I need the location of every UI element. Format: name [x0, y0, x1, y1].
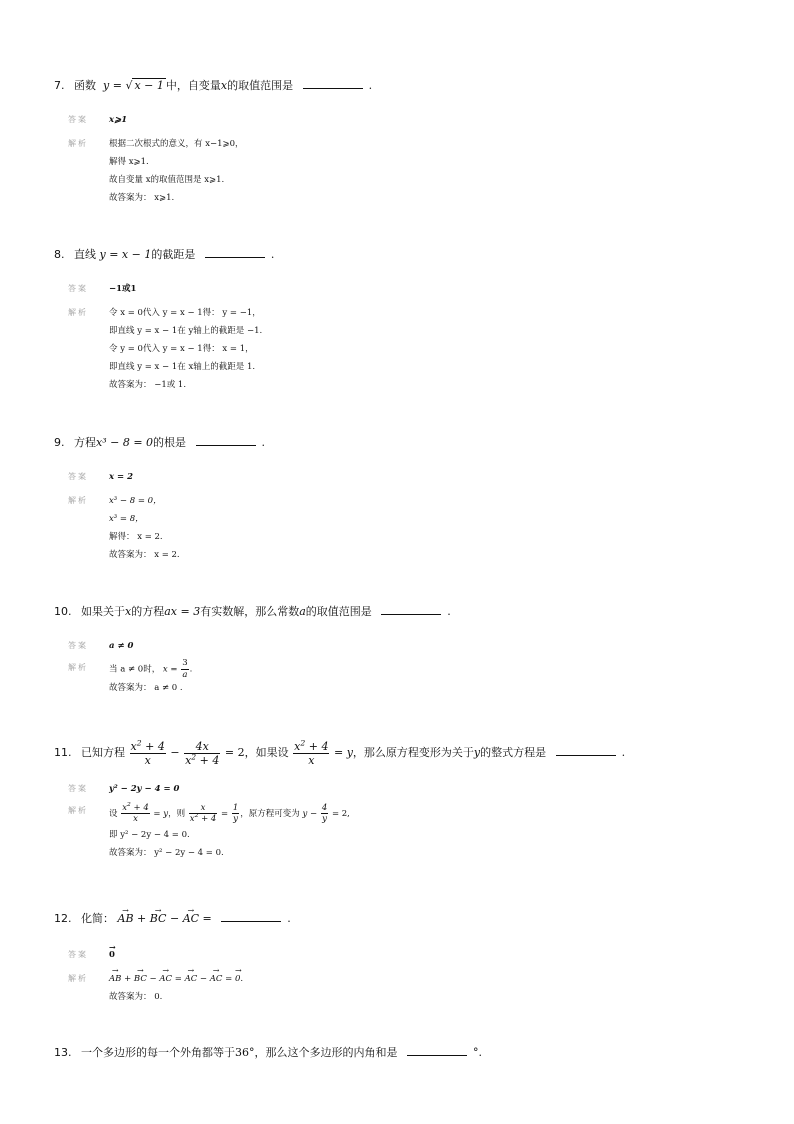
question: 11. 已知方程 $\frac{x^2 + 4}{x}$ − $\frac{4x}{x^2 + 4}$ = 2，如果设 $\frac{x^2 + 4}{x}$ = y，那么原方程变形为关于y的整式方程是 .: [54, 737, 626, 767]
problem-8: [54, 246, 754, 394]
answer-row: 答案 a ≠ 0: [68, 641, 134, 651]
question: 7. 函数 y = √ x − 1 中，自变量x的取值范围是 .: [54, 77, 754, 95]
analysis-row: 解析 设 $\frac{x^2 + 4}{x}$ = y，则 $\frac{x}{x^2 + 4}$ = $\frac{1}{y}$ ，原方程可变为 y − $\frac{4}{y}$ = 2, 即 y² − 2y − 4 = 0. 故答案为： y² − 2y − 4 = 0.: [68, 800, 350, 858]
question: 12. 化简： → AB + → BC − → AC = .: [54, 910, 754, 928]
answer-row: 答案 x = 2: [68, 472, 134, 482]
answer-blank: [221, 911, 281, 922]
answer-blank: [205, 247, 265, 258]
answer-row: 答案 x⩾1: [68, 115, 128, 125]
analysis-row: 解析 令 x = 0代入 y = x − 1得： y = −1， 即直线 y = x − 1在 y轴上的截距是 −1. 令 y = 0代入 y = x − 1得： x = 1， 即直线 y = x − 1在 x轴上的截距是 1. 故答案为： −1或 1.: [68, 308, 263, 390]
answer-blank: [556, 745, 616, 756]
analysis-row: 解析 → AB + → BC − → AC = → AC − → AC = → 0. 故答案为： 0.: [68, 970, 754, 1006]
problem-number: 7.: [54, 79, 65, 92]
answer-blank: [407, 1045, 467, 1056]
answer-blank: [381, 604, 441, 615]
answer-row: 答案 → 0: [68, 946, 754, 964]
question: 8. 直线 y = x − 1的截距是 .: [54, 248, 275, 261]
analysis-row: 解析 x³ − 8 = 0， x³ = 8， 解得： x = 2. 故答案为： x = 2.: [68, 496, 180, 560]
answer-blank: [196, 435, 256, 446]
problem-13: [54, 1044, 754, 1062]
problem-10: [54, 603, 754, 697]
problem-11: [54, 738, 754, 862]
analysis-row: 解析 当 a ≠ 0时， x = $\frac{3}{a}$ . 故答案为： a ≠ 0 .: [68, 658, 193, 693]
fraction: $\frac{3}{a}$: [182, 658, 188, 680]
problem-12: [54, 910, 754, 1006]
question: 9. 方程x³ − 8 = 0的根是 .: [54, 436, 266, 449]
question: 13. 一个多边形的每一个外角都等于36°，那么这个多边形的内角和是 °.: [54, 1046, 482, 1059]
answer-row: 答案 y² − 2y − 4 = 0: [68, 784, 180, 794]
analysis-row: 解析 根据二次根式的意义，有 x−1⩾0， 解得 x⩾1. 故自变量 x的取值范围是 x⩾1. 故答案为： x⩾1.: [68, 139, 244, 203]
sqrt-expression: √ x − 1: [125, 79, 164, 92]
answer-blank: [303, 78, 363, 89]
answer-row: 答案 −1或1: [68, 284, 137, 294]
problem-9: [54, 434, 754, 564]
problem-7: [54, 77, 754, 207]
question: 10. 如果关于x的方程ax = 3有实数解，那么常数a的取值范围是 .: [54, 605, 451, 618]
